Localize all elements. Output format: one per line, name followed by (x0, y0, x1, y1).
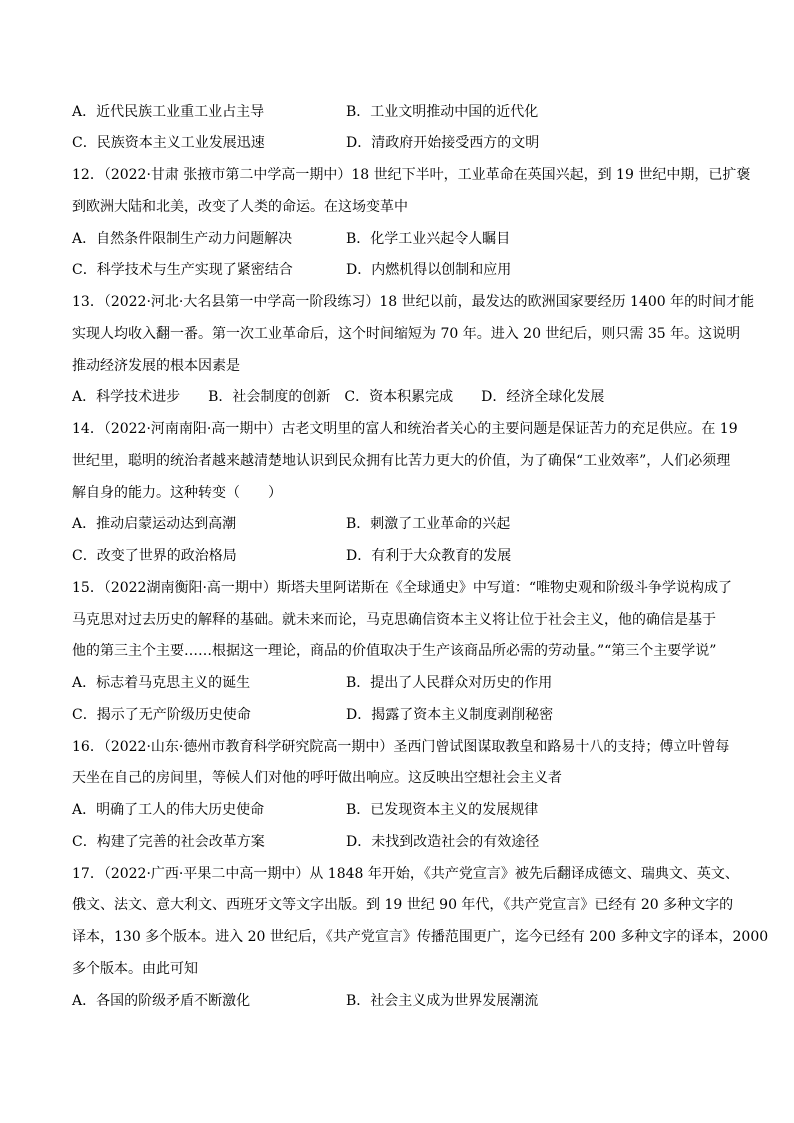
q11-option-c: C．民族资本主义工业发展迅速 (72, 135, 265, 151)
q17-option-b: B．社会主义成为世界发展潮流 (346, 993, 539, 1009)
q12-stem-line-2: 到欧洲大陆和北美，改变了人类的命运。在这场变革中 (72, 199, 408, 215)
q14-option-b: B．刺激了工业革命的兴起 (346, 516, 511, 532)
q17-option-a: A．各国的阶级矛盾不断激化 (72, 993, 251, 1009)
q16-stem-line-1: 16．（2022·山东·德州市教育科学研究院高一期中）圣西门曾试图谋取教皇和路易十八的支持；傅立叶曾每 (72, 739, 730, 755)
q12-stem-line-1: 12．（2022·甘肃 张掖市第二中学高一期中）18 世纪下半叶，工业革命在英国兴起，到 19 世纪中期，已扩褒 (72, 167, 751, 183)
q16-option-c: C．构建了完善的社会改革方案 (72, 834, 265, 850)
q15-option-a: A．标志着马克思主义的诞生 (72, 675, 251, 691)
q13-stem-line-3: 推动经济发展的根本因素是 (72, 358, 240, 374)
q16-option-a: A．明确了工人的伟大历史使命 (72, 802, 265, 818)
q13-stem-line-1: 13．（2022·河北·大名县第一中学高一阶段练习）18 世纪以前，最发达的欧洲国家要经历 1400 年的时间才能 (72, 294, 755, 310)
q11-option-d: D．清政府开始接受西方的文明 (346, 135, 540, 151)
q14-option-d: D．有利于大众教育的发展 (346, 548, 512, 564)
q14-option-c: C．改变了世界的政治格局 (72, 548, 237, 564)
q17-stem-line-4: 多个版本。由此可知 (72, 961, 198, 977)
q13-options: A．科学技术进步 B．社会制度的创新 C．资本积累完成 D．经济全球化发展 (72, 389, 605, 405)
q16-option-b: B．已发现资本主义的发展规律 (346, 802, 539, 818)
q15-option-b: B．提出了人民群众对历史的作用 (346, 675, 553, 691)
q15-option-d: D．揭露了资本主义制度剥削秘密 (346, 707, 554, 723)
q16-option-d: D．未找到改造社会的有效途径 (346, 834, 540, 850)
q11-option-b: B．工业文明推动中国的近代化 (346, 104, 539, 120)
q15-stem-line-1: 15．（2022湖南衡阳·高一期中）斯塔夫里阿诺斯在《全球通史》中写道：“唯物史观和阶级斗争学说构成了 (72, 580, 733, 596)
q15-stem-line-3: 他的第三主个主要……根据这一理论，商品的价值取决于生产该商品所必需的劳动量。”“第三个主要学说” (72, 643, 717, 659)
q16-stem-line-2: 天坐在自己的房间里，等候人们对他的呼吁做出响应。这反映出空想社会主义者 (72, 770, 562, 786)
q17-stem-line-1: 17．（2022·广西·平果二中高一期中）从 1848 年开始，《共产党宣言》被先后翻译成德文、瑞典文、英文、 (72, 866, 739, 882)
q12-option-d: D．内燃机得以创制和应用 (346, 262, 512, 278)
q17-stem-line-3: 译本，130 多个版本。进入 20 世纪后，《共产党宣言》传播范围更广，迄今已经有 200 多种文字的译本，2000 (72, 929, 769, 945)
q11-option-a: A．近代民族工业重工业占主导 (72, 104, 265, 120)
q15-option-c: C．揭示了无产阶级历史使命 (72, 707, 251, 723)
q12-option-c: C．科学技术与生产实现了紧密结合 (72, 262, 293, 278)
q14-option-a: A．推动启蒙运动达到高潮 (72, 516, 237, 532)
q15-stem-line-2: 马克思对过去历史的解释的基础。就未来而论，马克思确信资本主义将让位于社会主义，他的确信是基于 (72, 612, 716, 628)
q12-option-a: A．自然条件限制生产动力问题解决 (72, 231, 293, 247)
q12-option-b: B．化学工业兴起令人瞩目 (346, 231, 511, 247)
q14-stem-line-1: 14．（2022·河南南阳·高一期中）古老文明里的富人和统治者关心的主要问题是保证苦力的充足供应。在 19 (72, 421, 738, 437)
q14-stem-line-2: 世纪里，聪明的统治者越来越清楚地认识到民众拥有比苦力更大的价值，为了确保“工业效率”，人们必须理 (72, 453, 731, 469)
q14-stem-line-3: 解自身的能力。这种转变（ ） (72, 485, 282, 501)
q17-stem-line-2: 俄文、法文、意大利文、西班牙文等文字出版。到 19 世纪 90 年代，《共产党宣言》已经有 20 多种文字的 (72, 897, 734, 913)
q13-stem-line-2: 实现人均收入翻一番。第一次工业革命后，这个时间缩短为 70 年。进入 20 世纪后，则只需 35 年。这说明 (72, 326, 741, 342)
